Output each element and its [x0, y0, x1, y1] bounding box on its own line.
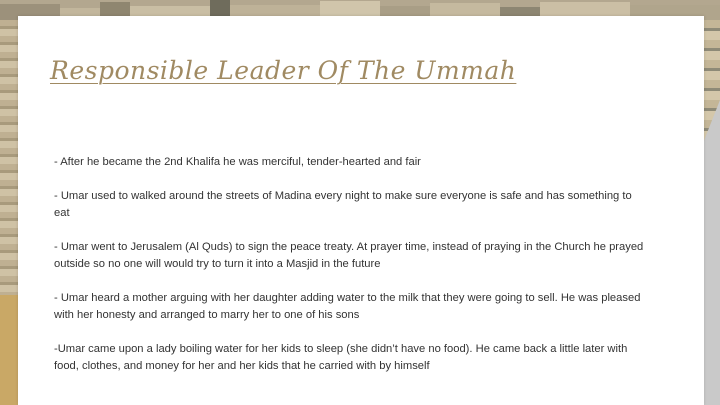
- bullet-item: - Umar went to Jerusalem (Al Quds) to sign the peace treaty. At prayer time, instead of praying in the Church he prayed outside so no one will would try to turn it into a Masjid in the future: [54, 241, 644, 270]
- bullet-list: [54, 154, 644, 392]
- bullet-item: - Umar heard a mother arguing with her daughter adding water to the milk that they were going to sell. He was pleased with her honesty and arranged to marry her to one of his sons: [54, 292, 641, 321]
- bullet-item: -Umar came upon a lady boiling water for her kids to sleep (she didn’t have no food). He came back a little later with food, clothes, and money for her and her kids that he carried with by himself: [54, 343, 628, 372]
- bullet-item: - Umar used to walked around the streets of Madina every night to make sure everyone is safe and has something to eat: [54, 190, 632, 219]
- bullet-item: - After he became the 2nd Khalifa he was merciful, tender-hearted and fair: [54, 156, 421, 168]
- slide-title: Responsible Leader Of The Ummah: [50, 56, 517, 85]
